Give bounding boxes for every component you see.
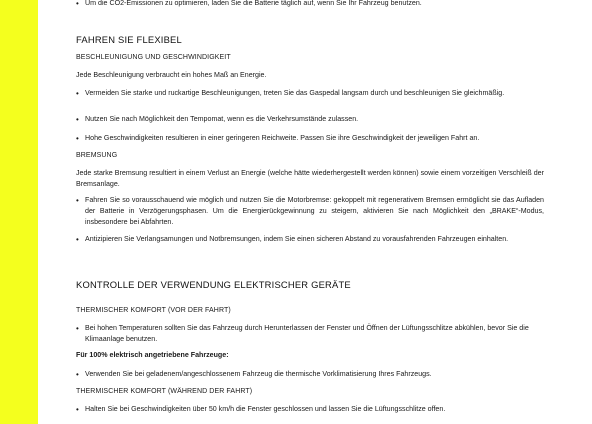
subheading-waehrend-der-fahrt: THERMISCHER KOMFORT (WÄHREND DER FAHRT) xyxy=(76,388,253,395)
bullet-text: Halten Sie bei Geschwindigkeiten über 50 km/h die Fenster geschlossen und lassen Sie die Lüftungsschlitze offen. xyxy=(85,405,446,413)
bullet-icon: • xyxy=(76,370,79,379)
bullet-text: Bei hohen Temperaturen sollten Sie das Fahrzeug durch Herunterlassen der Fenster und Öffnen der Lüftungsschlitze abkühlen, bevor Sie die Klimaanlage benutzen. xyxy=(85,324,529,343)
section-heading-kontrolle: KONTROLLE DER VERWENDUNG ELEKTRISCHER GERÄTE xyxy=(76,279,351,290)
bullet-icon: • xyxy=(76,405,79,414)
yellow-side-bar xyxy=(0,0,38,424)
section-heading-flexibel: FAHREN SIE FLEXIBEL xyxy=(76,34,182,45)
list-item xyxy=(76,0,544,9)
subheading-vor-der-fahrt: THERMISCHER KOMFORT (VOR DER FAHRT) xyxy=(76,307,231,314)
list-item xyxy=(76,114,544,125)
list-item xyxy=(76,88,544,99)
list-item xyxy=(76,195,544,228)
bullet-icon: • xyxy=(76,0,79,8)
ev-label: Für 100% elektrisch angetriebene Fahrzeuge: xyxy=(76,351,229,359)
bullet-icon: • xyxy=(76,115,79,124)
bullet-icon: • xyxy=(76,89,79,98)
list-item xyxy=(76,234,544,245)
bullet-text: Verwenden Sie bei geladenem/angeschlossenem Fahrzeug die thermische Vorklimatisierung Ihres Fahrzeugs. xyxy=(85,370,432,378)
list-item xyxy=(76,323,544,345)
bullet-text: Vermeiden Sie starke und ruckartige Beschleunigungen, treten Sie das Gaspedal langsam durch und beschleunigen Sie gleichmäßig. xyxy=(85,89,505,97)
brake-text: Jede starke Bremsung resultiert in einem Verlust an Energie (welche hätte wiederhergestellt werden können) sowie einem vorzeitigen Verschleiß der Bremsanlage. xyxy=(76,169,544,188)
list-item xyxy=(76,404,544,415)
bullet-text: Fahren Sie so vorausschauend wie möglich und nutzen Sie die Motorbremse: gekoppelt mit regenerativem Bremsen ermöglicht sie das Aufladen der Batterie in Verzögerungsphasen. Um die Energierückgewinnung zu steigern, aktivieren Sie nach Möglichkeit den „BRAKE“-Modus, insbesondere bei Abfahrten. xyxy=(85,196,544,226)
subheading-bremsung: BREMSUNG xyxy=(76,152,118,159)
bullet-icon: • xyxy=(76,134,79,143)
bullet-text: Antizipieren Sie Verlangsamungen und Notbremsungen, indem Sie einen sicheren Abstand zu vorausfahrenden Fahrzeugen einhalten. xyxy=(85,235,509,243)
subheading-beschleunigung: BESCHLEUNIGUNG UND GESCHWINDIGKEIT xyxy=(76,54,231,61)
intro-text: Jede Beschleunigung verbraucht ein hohes Maß an Energie. xyxy=(76,71,267,79)
list-item xyxy=(76,133,544,144)
bullet-icon: • xyxy=(76,235,79,244)
bullet-icon: • xyxy=(76,196,79,205)
list-item xyxy=(76,369,544,380)
bullet-text: Nutzen Sie nach Möglichkeit den Tempomat, wenn es die Verkehrsumstände zulassen. xyxy=(85,115,359,123)
bullet-text: Hohe Geschwindigkeiten resultieren in einer geringeren Reichweite. Passen Sie ihre Geschwindigkeit der jeweiligen Fahrt an. xyxy=(85,134,480,142)
bullet-icon: • xyxy=(76,324,79,333)
top-bullet-text: Um die CO2-Emissionen zu optimieren, laden Sie die Batterie täglich auf, wenn Sie Ihr Fahrzeug benutzen. xyxy=(85,0,422,7)
